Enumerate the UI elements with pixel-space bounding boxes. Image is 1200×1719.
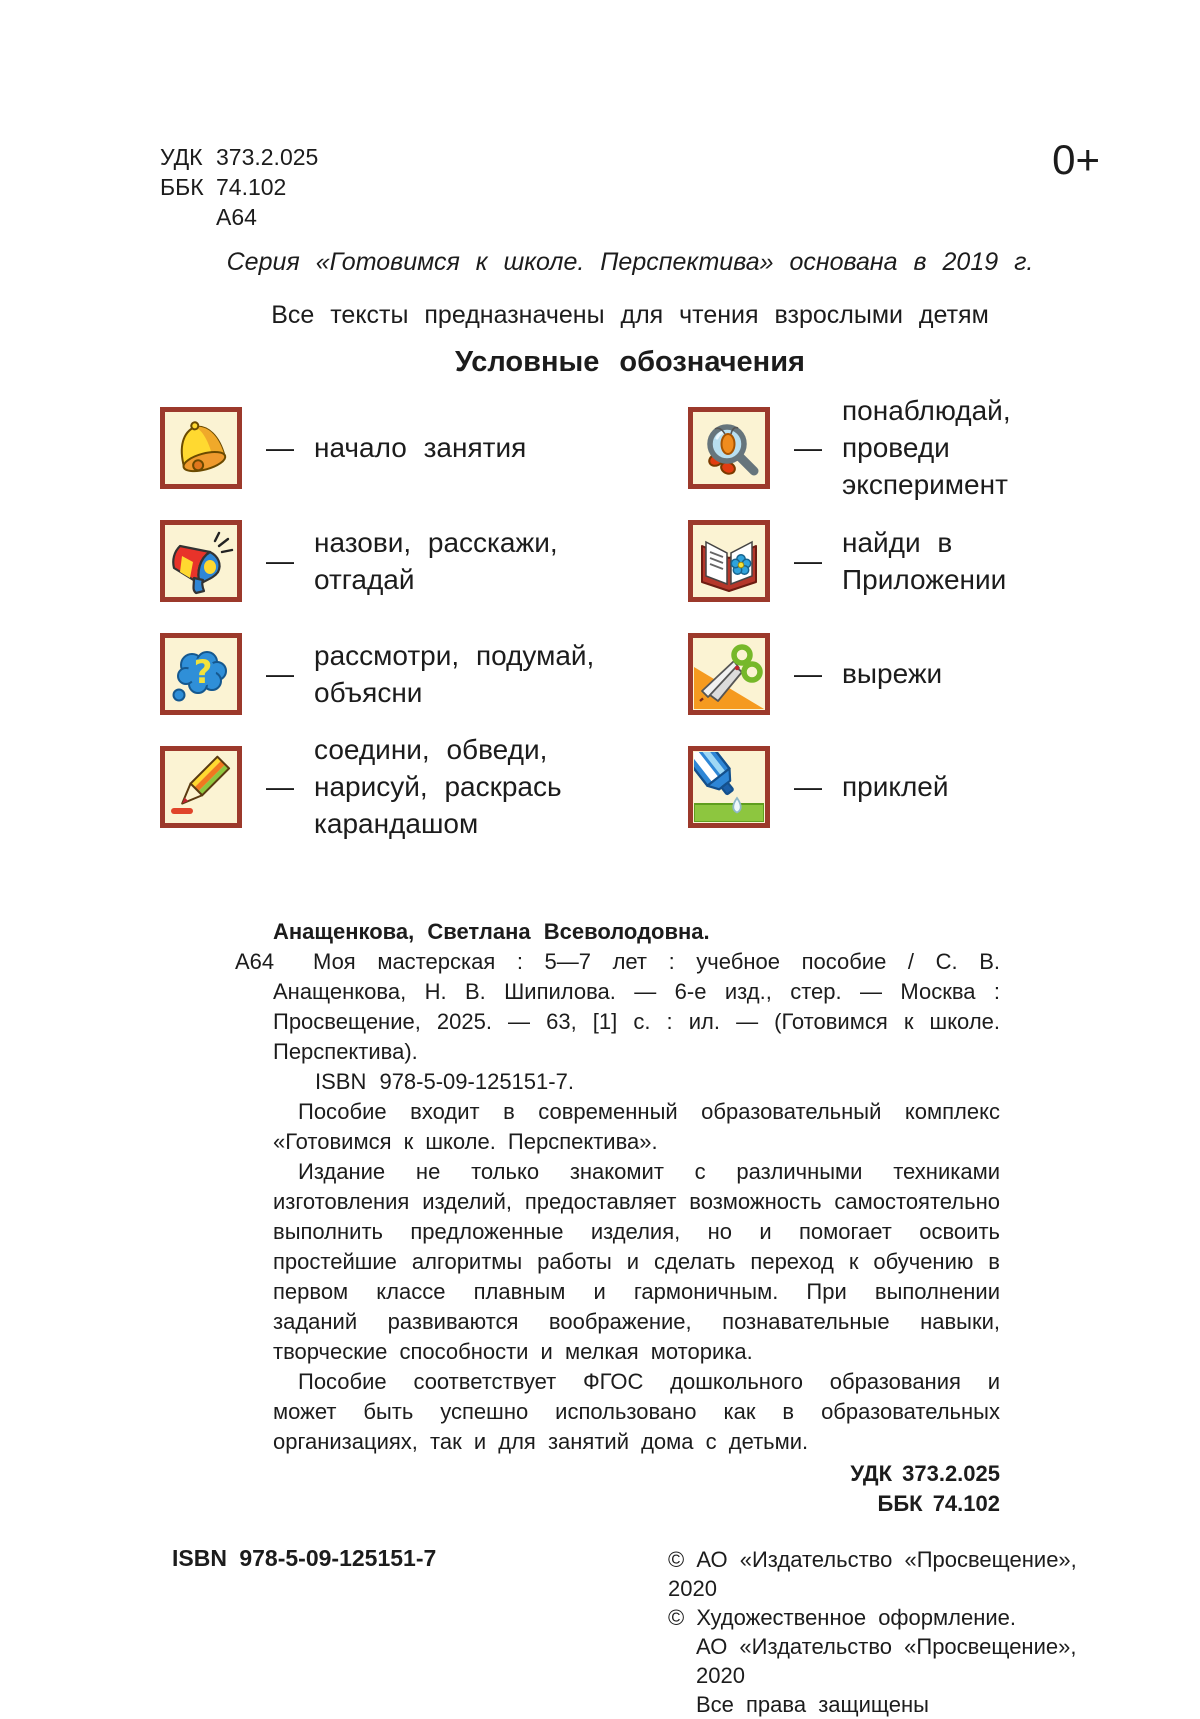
legend-item-open-book	[688, 504, 1100, 617]
megaphone-icon	[160, 520, 242, 602]
magnifier-icon	[688, 407, 770, 489]
legend-dash: —	[266, 544, 294, 576]
legend-label: начало занятия	[314, 432, 527, 463]
legend-label: приклей	[842, 771, 949, 802]
legend-label: назови, расскажи, отгадай	[314, 526, 558, 595]
thought-bubble-icon	[160, 633, 242, 715]
legend-item-magnifier	[688, 391, 1100, 504]
glue-icon	[688, 746, 770, 828]
biblio-entry: Моя мастерская : 5—7 лет : учебное пособие / С. В. Анащенкова, Н. В. Шипилова. — 6-е изд., стер. — Москва : Просвещение, 2025. — 63, [1] с. : ил. — (Готовимся к школе. Перспектива).	[273, 949, 1000, 1064]
bell-icon	[160, 407, 242, 489]
annotation-paragraph: Пособие входит в современный образовательный комплекс «Готовимся к школе. Перспектива».	[273, 1099, 1000, 1154]
classification-codes	[160, 142, 1100, 232]
legend-dash: —	[266, 770, 294, 802]
biblio-isbn: ISBN 978-5-09-125151-7.	[315, 1069, 574, 1094]
author-code: А64	[216, 204, 257, 230]
copyright-line: АО «Издательство «Просвещение», 2020	[696, 1634, 1077, 1688]
bbk-value: 74.102	[216, 174, 287, 200]
codes-right	[273, 1459, 1000, 1519]
udk-row	[160, 142, 1100, 172]
legend-title: Условные обозначения	[455, 346, 805, 378]
udk-right: УДК 373.2.025	[850, 1461, 1000, 1486]
scissors-icon	[688, 633, 770, 715]
legend-dash: —	[794, 544, 822, 576]
legend-dash: —	[266, 657, 294, 689]
legend-item-thought-bubble	[160, 617, 688, 730]
biblio-author: Анащенкова, Светлана Всеволодовна.	[273, 919, 710, 944]
legend-item-megaphone	[160, 504, 688, 617]
legend-label: соедини, обведи, нарисуй, раскрась карандашом	[314, 734, 562, 839]
udk-label: УДК	[160, 144, 203, 170]
legend-label: найди в Приложении	[842, 526, 1007, 595]
legend-dash: —	[794, 657, 822, 689]
legend-dash: —	[794, 770, 822, 802]
svg-text:?: ?	[193, 652, 213, 691]
age-rating-badge: 0+	[1052, 136, 1100, 183]
pencil-icon	[160, 746, 242, 828]
annotation-paragraph: Пособие соответствует ФГОС дошкольного образования и может быть успешно использовано как в образовательных организациях, так и для занятий дома с детьми.	[273, 1369, 1000, 1454]
legend-item-bell	[160, 391, 688, 504]
footer	[160, 1545, 1100, 1719]
author-code-row	[160, 202, 1100, 232]
bbk-label: ББК	[160, 174, 204, 200]
legend-item-glue	[688, 730, 1100, 843]
copyright-line: © АО «Издательство «Просвещение», 2020	[668, 1547, 1077, 1601]
bbk-right: ББК 74.102	[877, 1491, 1000, 1516]
biblio-author-code: А64	[235, 949, 275, 974]
bbk-row	[160, 172, 1100, 202]
legend-item-pencil	[160, 730, 688, 843]
legend-dash: —	[266, 431, 294, 463]
legend-label: вырежи	[842, 658, 943, 689]
footer-isbn: ISBN 978-5-09-125151-7	[172, 1545, 437, 1571]
legend-dash: —	[794, 431, 822, 463]
open-book-icon	[688, 520, 770, 602]
bibliographic-record	[235, 917, 1000, 1519]
symbols-legend	[160, 391, 1100, 843]
udk-value: 373.2.025	[216, 144, 319, 170]
annotation-paragraph: Издание не только знакомит с различными техниками изготовления изделий, предоставляет возможность самостоятельно выполнить предложенные изделия, но и помогает освоить простейшие алгоритмы работы и сделать переход к обучению в первом классе плавным и гармоничным. При выполнении заданий развиваются воображение, познавательные навыки, творческие способности и мелкая моторика.	[273, 1159, 1000, 1364]
copyright-line: © Художественное оформление.	[668, 1605, 1016, 1630]
copyright-line: Все права защищены	[696, 1692, 929, 1717]
copyright-block	[668, 1545, 1100, 1719]
reading-note: Все тексты предназначены для чтения взрослыми детям	[271, 301, 989, 329]
legend-label: понаблюдай, проведи эксперимент	[842, 395, 1011, 500]
series-line: Серия «Готовимся к школе. Перспектива» основана в 2019 г.	[226, 248, 1034, 276]
legend-item-scissors	[688, 617, 1100, 730]
legend-label: рассмотри, подумай, объясни	[314, 639, 595, 708]
